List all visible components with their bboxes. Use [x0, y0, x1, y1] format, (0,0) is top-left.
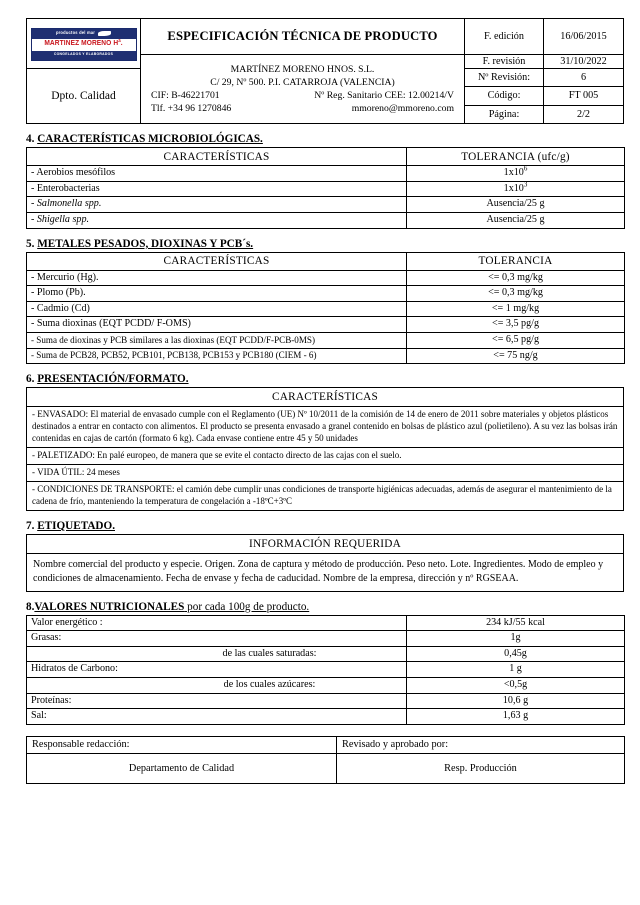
row-text-etiquetado: Nombre comercial del producto y especie. Origen. Zona de captura y método de producción. Peso neto. Lote. Ingredientes. Modo de empleo y condiciones de almacenamiento. Fecha de envase y fecha de caducidad. Nombre de la empresa, dirección y nº RGSEAA. [27, 554, 624, 591]
meta-value-pagina: 2/2 [544, 105, 624, 123]
table-row [27, 465, 624, 482]
company-email: mmoreno@mmoreno.com [351, 102, 454, 114]
section-7-title: ETIQUETADO. [37, 520, 115, 533]
column-header-informacion-requerida: INFORMACIÓN REQUERIDA [27, 535, 624, 554]
company-block [141, 55, 465, 124]
row-value: 10,6 g [407, 693, 625, 709]
meta-label-revision-no: Nº Revisión: [465, 69, 544, 87]
section-5-number: 5. [26, 237, 38, 250]
section-4-heading [26, 133, 624, 145]
meta-label-codigo: Código: [465, 87, 544, 105]
table-row [27, 181, 625, 197]
section-6-title: PRESENTACIÓN/FORMATO. [37, 373, 189, 386]
table-row [27, 615, 625, 631]
meta-label-pagina: Página: [465, 105, 544, 123]
section-4-table [26, 147, 625, 229]
table-row [27, 270, 625, 286]
row-name: - Suma de PCB28, PCB52, PCB101, PCB138, PCB153 y PCB180 (CIEM - 6) [27, 348, 407, 364]
column-header-caracteristicas: CARACTERÍSTICAS [27, 148, 407, 166]
table-row [27, 286, 625, 302]
table-row [27, 709, 625, 725]
row-name: de los cuales azúcares: [27, 677, 407, 693]
row-name: Valor energético : [27, 615, 407, 631]
row-name: Grasas: [27, 631, 407, 647]
section-8-table [26, 615, 625, 725]
company-name: MARTÍNEZ MORENO HNOS. S.L. [230, 63, 375, 75]
section-6-heading [26, 373, 624, 385]
logo-top-band [32, 29, 136, 39]
signature-table [26, 736, 625, 784]
table-row [27, 662, 625, 678]
row-value: $1x10^6$ [407, 166, 625, 182]
meta-value-codigo: FT 005 [544, 87, 624, 105]
table-row [27, 693, 625, 709]
logo-top-band-text: productos del mar [55, 30, 96, 36]
section-5-table [26, 252, 625, 365]
row-value: Ausencia/25 g [407, 212, 625, 228]
row-value: <0,5g [407, 677, 625, 693]
row-value: Ausencia/25 g [407, 197, 625, 213]
section-5-heading [26, 238, 624, 250]
page-title: ESPECIFICACIÓN TÉCNICA DE PRODUCTO [141, 19, 465, 55]
column-header-caracteristicas: CARACTERÍSTICAS [27, 252, 407, 270]
table-row [27, 197, 625, 213]
section-4-number: 4. [26, 133, 38, 145]
row-value: <= 75 ng/g [407, 348, 625, 364]
table-row [27, 677, 625, 693]
row-value: 234 kJ/55 kcal [407, 615, 625, 631]
table-row [27, 333, 625, 349]
signature-right-value: Resp. Producción [337, 753, 625, 783]
table-row [27, 448, 624, 465]
row-name: de las cuales saturadas: [27, 646, 407, 662]
section-7-heading [26, 520, 624, 532]
row-value: <= 1 mg/kg [407, 301, 625, 317]
company-cif: CIF: B-46221701 [151, 89, 220, 101]
document-header [26, 18, 624, 124]
row-value: $1x10^3$ [407, 181, 625, 197]
row-value: <= 0,3 mg/kg [407, 286, 625, 302]
meta-value-revision-date: 31/10/2022 [544, 55, 624, 69]
column-header-tolerancia: TOLERANCIA (ufc/g) [407, 148, 625, 166]
signature-left-label: Responsable redacción: [27, 736, 337, 753]
section-6-number: 6. [26, 373, 38, 386]
column-header-tolerancia: TOLERANCIA [407, 252, 625, 270]
company-phone: Tlf. +34 96 1270846 [151, 102, 232, 114]
section-8-heading [26, 601, 624, 613]
row-text-vida-util: - VIDA ÚTIL: 24 meses [27, 465, 624, 482]
logo-brand [32, 39, 136, 51]
section-7-table [26, 534, 624, 591]
row-value: 1g [407, 631, 625, 647]
row-name: - Plomo (Pb). [27, 286, 407, 302]
row-name: - Salmonella spp. [27, 197, 407, 213]
logo-brand-text: MARTINEZ MORENO Hª. [44, 39, 123, 48]
table-row [27, 554, 624, 591]
table-row [27, 482, 624, 511]
row-value: <= 3,5 pg/g [407, 317, 625, 333]
dpto-label: Dpto. Calidad [27, 69, 141, 124]
row-name: - Suma dioxinas (EQT PCDD/ F-OMS) [27, 317, 407, 333]
section-8-subtitle: por cada 100g de producto. [184, 600, 310, 613]
table-row [27, 646, 625, 662]
row-text-paletizado: - PALETIZADO: En palé europeo, de manera que se evite el contacto directo de las cajas con el suelo. [27, 448, 624, 465]
fish-icon [98, 31, 111, 36]
row-name: - Enterobacterias [27, 181, 407, 197]
company-logo [27, 19, 141, 69]
signature-left-value: Departamento de Calidad [27, 753, 337, 783]
row-name: - Mercurio (Hg). [27, 270, 407, 286]
logo-bottom-band-text: CONGELADOS Y ELABORADOS [53, 52, 114, 57]
row-text-transporte: - CONDICIONES DE TRANSPORTE: el camión debe cumplir unas condiciones de transporte higiénicas adecuadas, además de asegurar el mantenimiento de la cadena de frío, manteniendo la temperatura de congelación a -18ºC+3ºC [27, 482, 624, 511]
section-4-title: CARACTERÍSTICAS MICROBIOLÓGICAS. [37, 133, 263, 145]
row-text-envasado: - ENVASADO: El material de envasado cumple con el Reglamento (UE) Nº 10/2011 de la comisión de 14 de enero de 2011 sobre materiales y objetos plásticos destinados a entrar en contacto con alimentos. El producto se presenta envasado a granel contenido en bolsas de plástico azul (polietileno). A su vez las bolsas irán contenidas en cajas de cartón (formato 6 kg). Cada envase contiene entre 45 y 50 unidades [27, 407, 624, 448]
row-value: 0,45g [407, 646, 625, 662]
row-name: - Cadmio (Cd) [27, 301, 407, 317]
row-name: Hidratos de Carbono: [27, 662, 407, 678]
signature-right-label: Revisado y aprobado por: [337, 736, 625, 753]
table-row [27, 631, 625, 647]
table-row [27, 317, 625, 333]
row-value: <= 6,5 pg/g [407, 333, 625, 349]
row-name: Proteínas: [27, 693, 407, 709]
table-row [27, 301, 625, 317]
column-header-caracteristicas: CARACTERÍSTICAS [27, 388, 624, 407]
row-value: 1 g [407, 662, 625, 678]
logo-bottom-band [32, 51, 136, 60]
row-value: <= 0,3 mg/kg [407, 270, 625, 286]
section-8-number: 8. [26, 600, 35, 613]
table-row [27, 212, 625, 228]
row-name: - Aerobios mesófilos [27, 166, 407, 182]
meta-value-edicion: 16/06/2015 [544, 19, 624, 55]
section-6-table [26, 387, 624, 511]
table-row [27, 348, 625, 364]
table-row [27, 407, 624, 448]
section-7-number: 7. [26, 520, 38, 533]
section-8-title: VALORES NUTRICIONALES [34, 600, 185, 613]
row-name: Sal: [27, 709, 407, 725]
table-row [27, 166, 625, 182]
meta-label-edicion: F. edición [465, 19, 544, 55]
company-address: C/ 29, Nº 500. P.I. CATARROJA (VALENCIA) [210, 76, 395, 88]
section-5-title: METALES PESADOS, DIOXINAS Y PCB´s. [37, 237, 254, 250]
row-value: 1,63 g [407, 709, 625, 725]
meta-value-revision-no: 6 [544, 69, 624, 87]
meta-label-revision-date: F. revisión [465, 55, 544, 69]
company-sanitary-reg: Nº Reg. Sanitario CEE: 12.00214/V [314, 89, 454, 101]
row-name: - Suma de dioxinas y PCB similares a las dioxinas (EQT PCDD/F-PCB-0MS) [27, 333, 407, 349]
row-name: - Shigella spp. [27, 212, 407, 228]
